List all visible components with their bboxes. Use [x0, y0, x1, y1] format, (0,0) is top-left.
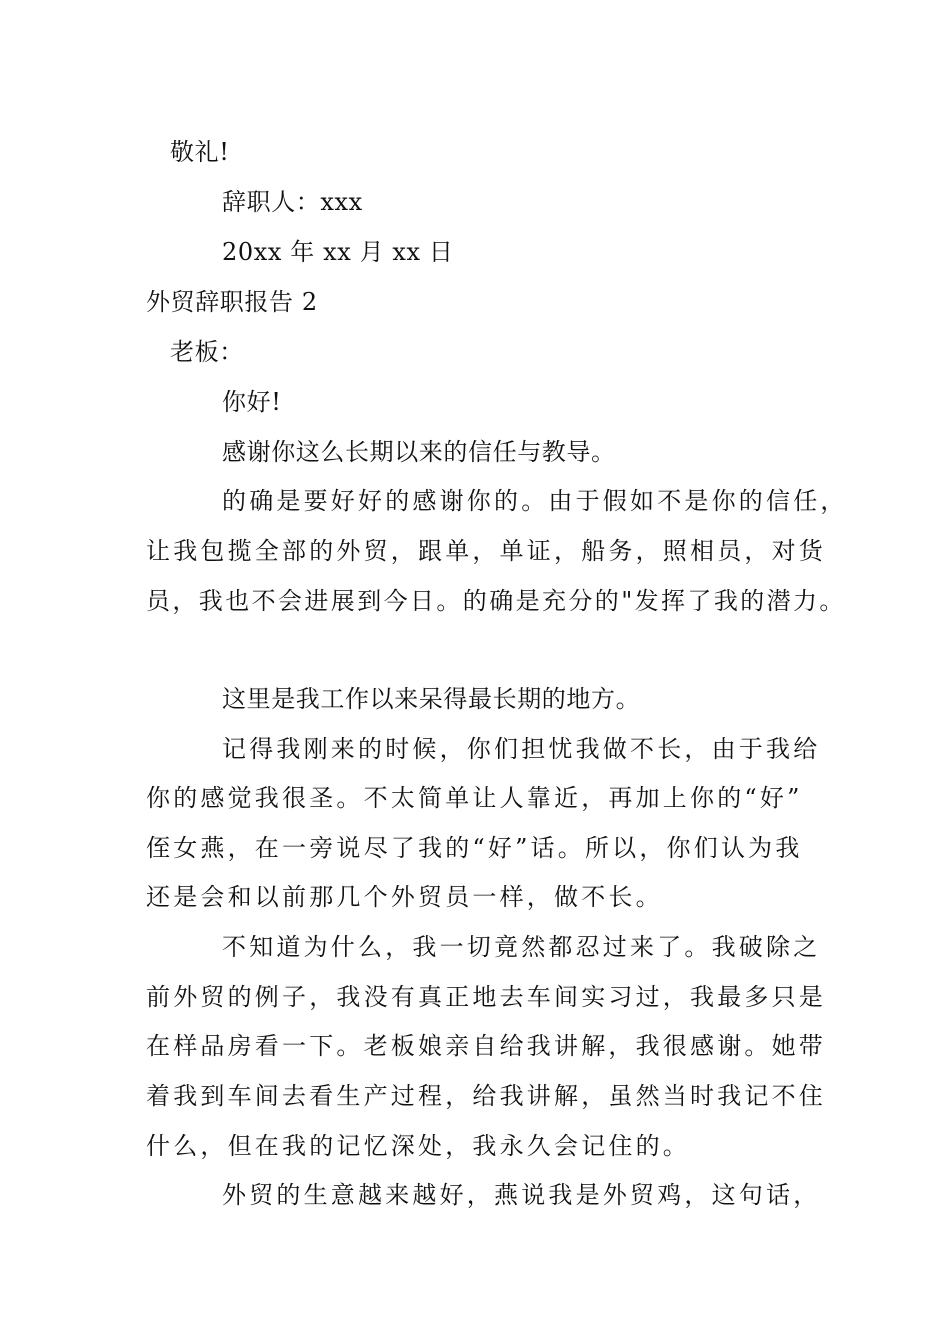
paragraph-line: 让我包揽全部的外贸，跟单，单证，船务，照相员，对货 [146, 537, 826, 565]
paragraph-line: 员，我也不会进展到今日。的确是充分的"发挥了我的潜力。 [146, 587, 846, 615]
paragraph-line: 什么，但在我的记忆深处，我永久会记住的。 [146, 1132, 690, 1160]
paragraph-line: 前外贸的例子，我没有真正地去车间实习过，我最多只是 [146, 983, 826, 1011]
paragraph-line: 在样品房看一下。老板娘亲自给我讲解，我很感谢。她带 [146, 1032, 826, 1060]
closing-salute: 敬礼! [170, 138, 230, 166]
closing-date: 20xx 年 xx 月 xx 日 [222, 238, 454, 266]
letter-greeting: 你好! [222, 388, 282, 416]
paragraph-line: 记得我刚来的时候，你们担忧我做不长，由于我给 [222, 735, 821, 763]
paragraph-line: 不知道为什么，我一切竟然都忍过来了。我破除之 [222, 933, 821, 961]
section-title: 外贸辞职报告 2 [146, 288, 318, 316]
paragraph-line: 着我到车间去看生产过程，给我讲解，虽然当时我记不住 [146, 1082, 826, 1110]
paragraph-line: 的确是要好好的感谢你的。由于假如不是你的信任， [222, 487, 848, 515]
paragraph-line: 这里是我工作以来呆得最长期的地方。 [222, 685, 641, 713]
closing-signer: 辞职人：xxx [222, 188, 363, 216]
paragraph-line: 外贸的生意越来越好，燕说我是外贸鸡，这句话， [222, 1181, 821, 1209]
letter-addressee: 老板： [170, 338, 244, 366]
paragraph-line: 你的感觉我很圣。不太简单让人靠近，再加上你的“好” [146, 784, 803, 812]
paragraph-line: 感谢你这么长期以来的信任与教导。 [222, 438, 616, 466]
paragraph-line: 侄女燕，在一旁说尽了我的“好”话。所以，你们认为我 [146, 834, 803, 862]
paragraph-line: 还是会和以前那几个外贸员一样，做不长。 [146, 883, 663, 911]
